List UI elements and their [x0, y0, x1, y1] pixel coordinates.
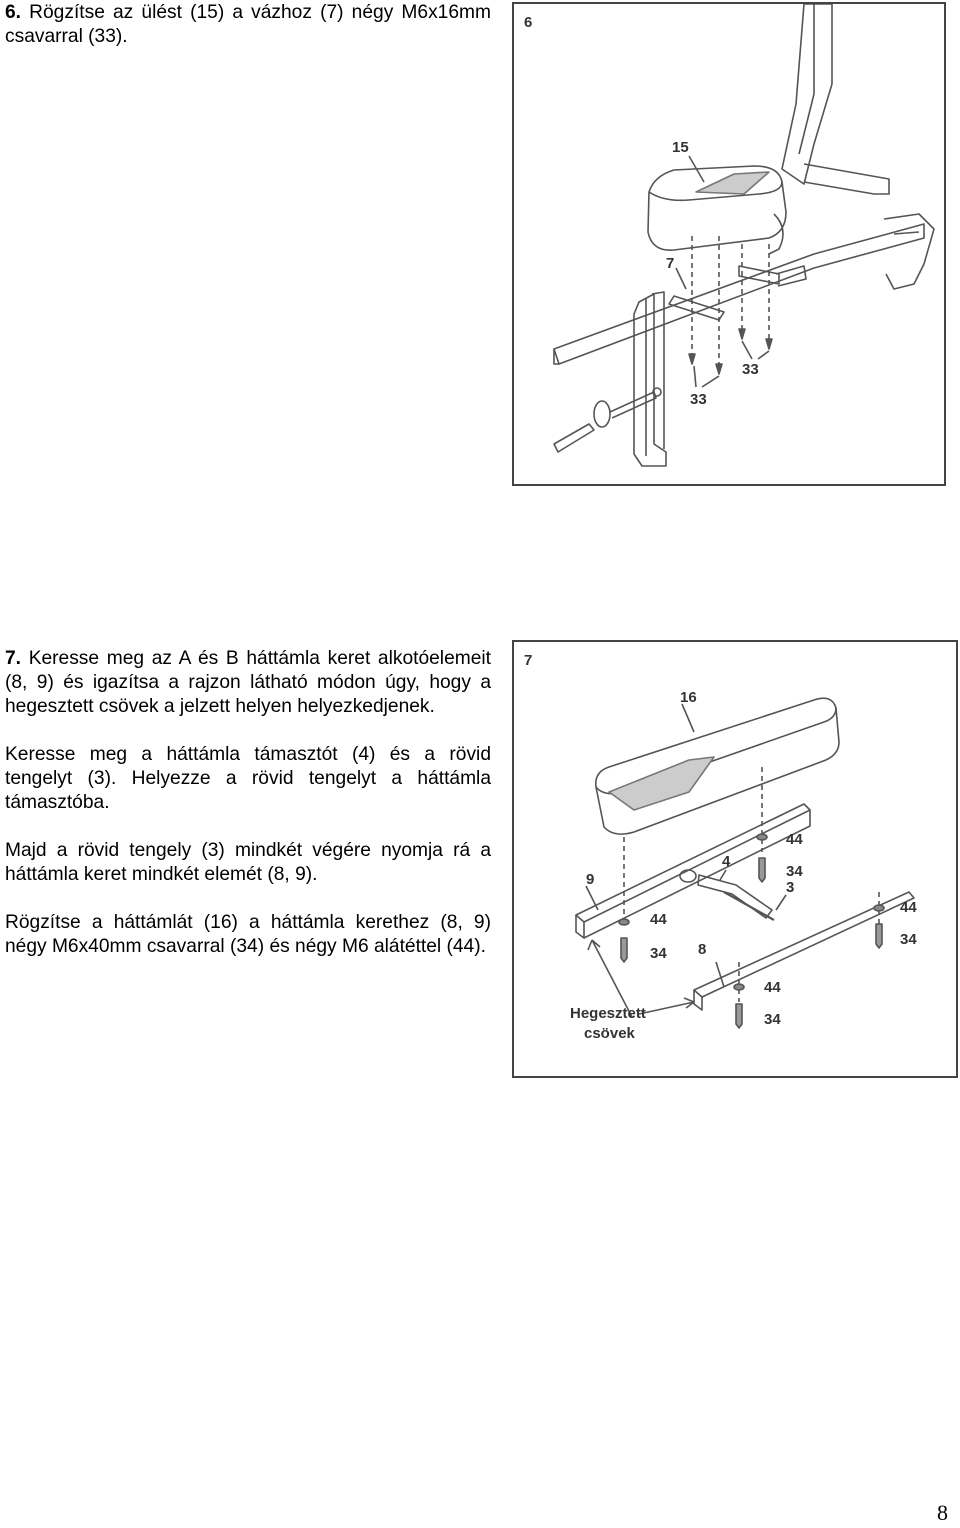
figure-6-drawing: [514, 4, 944, 484]
callout-44-4: 44: [764, 979, 781, 996]
step-7-paragraph-3: Majd a rövid tengely (3) mindkét végére nyomja rá a háttámla keret mindkét elemét (8, 9).: [5, 840, 491, 885]
step-6-number: 6.: [5, 2, 22, 23]
figure-7-drawing: [514, 642, 956, 1076]
callout-33-right: 33: [742, 361, 759, 378]
callout-7: 7: [666, 255, 675, 272]
callout-34-2: 34: [786, 863, 803, 880]
figure-7-label: 7: [524, 652, 533, 669]
step-6-text: Rögzítse az ülést (15) a vázhoz (7) négy M6x16mm csavarral (33).: [5, 2, 491, 47]
callout-4: 4: [722, 853, 731, 870]
step-7-number: 7.: [5, 648, 22, 669]
callout-34-1: 34: [650, 945, 667, 962]
welded-tubes-note-line-2: csövek: [584, 1025, 635, 1042]
step-7-paragraph-1: Keresse meg az A és B háttámla keret alkotóelemeit (8, 9) és igazítsa a rajzon látható módon úgy, hogy a hegesztett csövek a jelzett helyen helyezkedjenek.: [5, 648, 491, 717]
callout-3: 3: [786, 879, 795, 896]
callout-34-4: 34: [764, 1011, 781, 1028]
welded-tubes-note-line-1: Hegesztett: [570, 1005, 646, 1022]
callout-44-1: 44: [650, 911, 667, 928]
callout-8: 8: [698, 941, 707, 958]
callout-9: 9: [586, 871, 595, 888]
figure-6: [512, 2, 946, 486]
figure-7: [512, 640, 958, 1078]
callout-33-left: 33: [690, 391, 707, 408]
page-number: 8: [937, 1500, 948, 1525]
step-7-instruction: [5, 647, 491, 959]
callout-16: 16: [680, 689, 697, 706]
step-7-paragraph-2: Keresse meg a háttámla támasztót (4) és a rövid tengelyt (3). Helyezze a rövid tengelyt a háttámla támasztóba.: [5, 744, 491, 813]
step-6-instruction: [5, 1, 491, 49]
figure-6-label: 6: [524, 14, 533, 31]
callout-34-3: 34: [900, 931, 917, 948]
step-7-paragraph-4: Rögzítse a háttámlát (16) a háttámla kerethez (8, 9) négy M6x40mm csavarral (34) és négy M6 alátéttel (44).: [5, 912, 491, 957]
callout-44-3: 44: [900, 899, 917, 916]
callout-15: 15: [672, 139, 689, 156]
callout-44-2: 44: [786, 831, 803, 848]
